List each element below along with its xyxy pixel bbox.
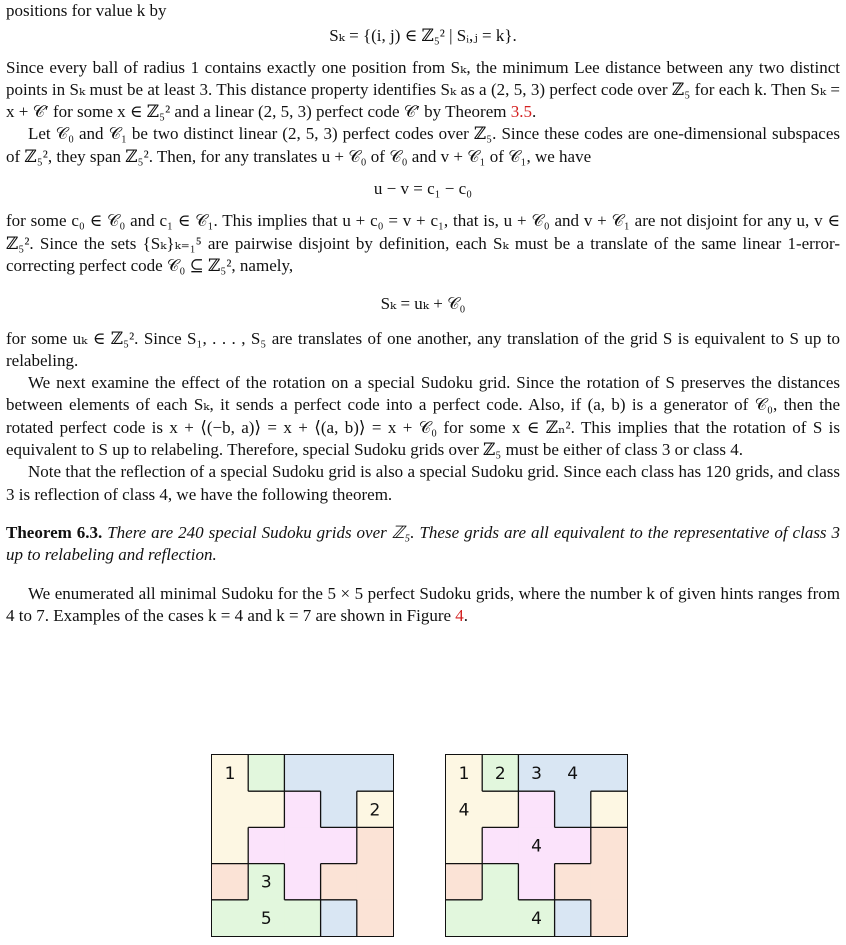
theorem-block (6, 522, 840, 567)
grid-k4-hint: 3 (260, 872, 272, 893)
grid-k7-cell (482, 791, 519, 828)
grid-k4-cell (248, 827, 285, 864)
grid-k7-cell (555, 900, 592, 936)
theorem-label: Theorem 6.3. (6, 522, 103, 542)
grid-k7-cell (591, 864, 627, 901)
equation-u-minus-v: u − v = c₁ − c₀ (373, 179, 473, 199)
grid-k4-cell (321, 827, 358, 864)
grid-k7-cell (555, 864, 592, 901)
paper-page (6, 0, 840, 627)
grid-k7-cell (555, 791, 592, 828)
grid-k7-cell (446, 864, 483, 901)
equation-sk-definition: Sₖ = {(i, j) ∈ ℤ₅² | Sᵢ,ⱼ = k}. (329, 26, 517, 46)
theorem-body: There are 240 special Sudoku grids over ℤ₅. These grids are all equivalent to the representative of class 3 up to relabeling and reflection. (6, 522, 840, 565)
grid-k4-cell (357, 864, 393, 901)
period: . (463, 605, 469, 625)
grid-k7-hint: 3 (531, 764, 542, 785)
grid-k4-cell (284, 864, 321, 901)
grid-k7-cell (555, 827, 592, 864)
grid-k4-cell (212, 900, 249, 936)
grid-k4-cell (284, 755, 321, 792)
paragraph-lee-distance (6, 57, 840, 124)
paragraph-reflection: Note that the reflection of a special Sudoku grid is also a special Sudoku grid. Since each class has 120 grids, and class 3 is reflection of class 4, we have the following theorem. (6, 462, 840, 504)
grid-k4-cell (212, 864, 249, 901)
grid-k4-cell (321, 900, 358, 936)
grid-k4-hint: 5 (260, 908, 272, 929)
paragraph-distinct-codes: Let 𝒞₀ and 𝒞₁ be two distinct linear (2, 5, 3) perfect codes over ℤ₅. Since these codes are one-dimensional subspaces of ℤ₅², they span ℤ₅². Then, for any translates u + 𝒞₀ of 𝒞₀ and v + 𝒞₁ of 𝒞₁, we have (6, 124, 840, 166)
grid-k4-hint: 2 (369, 800, 381, 821)
grid-k4-cell (357, 755, 393, 792)
grid-k4-cell (321, 755, 358, 792)
grid-k7-cell (591, 900, 627, 936)
period: . (531, 102, 537, 122)
grid-k4-cell (212, 827, 249, 864)
paragraph-translation: for some uₖ ∈ ℤ₅². Since S₁, . . . , S₅ are translates of one another, any translation of the grid S is equivalent to S up to relabeling. (6, 328, 840, 370)
grid-k7-hint: 1 (458, 764, 470, 785)
grid-k4-hint: 1 (224, 764, 236, 785)
grid-k4-cell (248, 755, 285, 792)
grid-k7-cell (518, 791, 555, 828)
grid-k7-cell (591, 827, 627, 864)
theorem-reference-link[interactable]: 3.5 (510, 102, 532, 122)
sudoku-grid-k7 (445, 754, 628, 937)
paragraph-enumeration (6, 583, 840, 628)
paragraph-lee-distance-text: Since every ball of radius 1 contains exactly one position from Sₖ, the minimum Lee distance between any two distinct points in Sₖ must be at least 3. This distance property identifies Sₖ as a (2, 5, 3) perfect code over ℤ₅ for each k. Then Sₖ = x + 𝒞′ for some x ∈ ℤ₅² and a linear (2, 5, 3) perfect code 𝒞′ by Theorem (6, 57, 840, 122)
equation-sk-translate: Sₖ = uₖ + 𝒞₀ (380, 294, 466, 314)
figure-sudoku-grids (0, 754, 846, 939)
grid-k4-cell (212, 791, 249, 828)
grid-k7-cell (446, 827, 483, 864)
figure-reference-link[interactable]: 4 (455, 605, 464, 625)
grid-k7-cell (518, 864, 555, 901)
grid-k7-cell (591, 755, 627, 792)
grid-k7-cell (446, 900, 483, 936)
text-line-intro: positions for value k by (6, 1, 167, 20)
sudoku-grid-k4-svg (212, 755, 393, 936)
grid-k4-cell (284, 900, 321, 936)
paragraph-enumeration-text: We enumerated all minimal Sudoku for the 5 × 5 perfect Sudoku grids, where the number k of given hints ranges from 4 to 7. Examples of the cases k = 4 and k = 7 are shown in Figure (6, 583, 840, 625)
grid-k4-cell (357, 900, 393, 936)
grid-k4-cell (284, 791, 321, 828)
grid-k4-cell (357, 827, 393, 864)
paragraph-not-disjoint: for some c₀ ∈ 𝒞₀ and c₁ ∈ 𝒞₁. This implies that u + c₀ = v + c₁, that is, u + 𝒞₀ and v + 𝒞₁ are not disjoint for any u, v ∈ ℤ₅². Since the sets {Sₖ}ₖ₌₁⁵ are pairwise disjoint by definition, each Sₖ must be a translate of the same linear 1-error-correcting perfect code 𝒞₀ ⊆ ℤ₅², namely, (6, 211, 840, 275)
grid-k7-hint: 4 (567, 764, 579, 785)
sudoku-grid-k4 (211, 754, 394, 937)
grid-k4-cell (248, 791, 285, 828)
paragraph-rotation: We next examine the effect of the rotation on a special Sudoku grid. Since the rotation of S preserves the distances between elements of each Sₖ, it sends a perfect code into a perfect code. Also, if (a, b) is a generator of 𝒞₀, then the rotated perfect code is x + ⟨(−b, a)⟩ = x + ⟨(a, b)⟩ = x + 𝒞₀ for some x ∈ ℤₙ². This implies that the rotation of S is equivalent to S up to relabeling. Therefore, special Sudoku grids over ℤ₅ must be either of class 3 or class 4. (6, 373, 840, 460)
grid-k7-cell (482, 827, 519, 864)
grid-k7-hint: 4 (531, 908, 542, 929)
grid-k7-hint: 4 (531, 836, 542, 857)
grid-k7-hint: 2 (494, 764, 506, 785)
grid-k4-cell (321, 864, 358, 901)
sudoku-grid-k7-svg (446, 755, 627, 936)
grid-k7-hint: 4 (458, 800, 470, 821)
grid-k7-cell (482, 864, 519, 901)
grid-k4-cell (284, 827, 321, 864)
grid-k4-cell (321, 791, 358, 828)
grid-k7-cell (591, 791, 627, 828)
grid-k7-cell (482, 900, 519, 936)
